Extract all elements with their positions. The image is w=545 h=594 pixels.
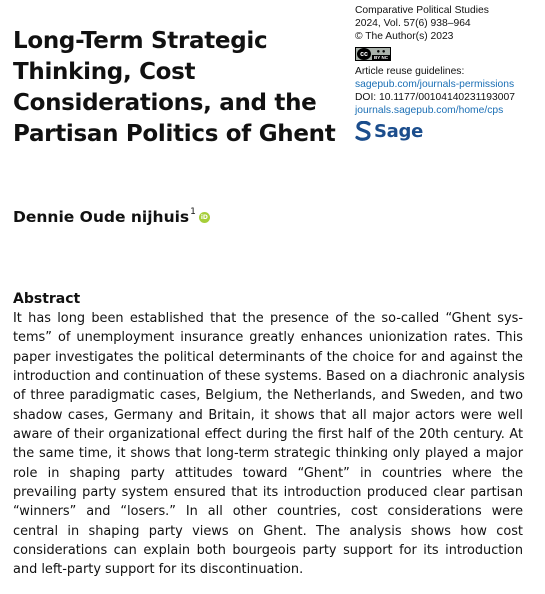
title-line: Partisan Politics of Ghent [13, 121, 336, 147]
sage-s-icon [355, 121, 372, 141]
abstract-line: introduction and continuation of these systems. Based on a diachronic analysis [13, 369, 525, 385]
abstract-line: It has long been established that the presence of the so-called “Ghent sys- [13, 311, 523, 326]
abstract-line: tems” of unemployment insurance greatly enhances unionization rates. This [13, 330, 523, 346]
abstract-line: considerations can explain both bourgeois party support for its introduction [13, 543, 523, 559]
abstract-line: aware of their organizational effect during the first half of the 20th century. At [13, 427, 523, 443]
publisher-name: Sage [374, 120, 424, 142]
copyright-line: © The Author(s) 2023 [355, 31, 454, 42]
abstract-line: paper investigates the political determinants of the choice for and against the [13, 349, 523, 365]
abstract-line: of three paradigmatic cases, Belgium, the Netherlands, and Sweden, and two [13, 388, 523, 404]
author-line [13, 208, 210, 226]
journal-meta [355, 4, 541, 141]
permissions-link[interactable]: sagepub.com/journals-permissions [355, 79, 515, 90]
abstract-line: and left-party support for its discontinuation. [13, 562, 304, 578]
doi-line[interactable]: DOI: 10.1177/00104140231193007 [355, 92, 515, 103]
article-title [13, 26, 348, 150]
abstract-line: shadow cases, Germany and Britain, it shows that all major actors were well [13, 407, 523, 423]
author-name: Dennie Oude nijhuis [13, 208, 190, 226]
journal-home-link[interactable]: journals.sagepub.com/home/cps [355, 105, 504, 116]
abstract-line: prevailing party system ensured that its introduction produced clear partisan [13, 485, 523, 501]
cc-terms-icons [372, 48, 390, 60]
journal-name: Comparative Political Studies [355, 5, 489, 16]
cc-icon: cc [357, 48, 371, 60]
affiliation-mark: 1 [190, 207, 196, 217]
title-line: Thinking, Cost [13, 59, 196, 85]
cc-license-badge[interactable] [355, 47, 391, 61]
abstract-line: “winners” and “losers.” In all other countries, cost considerations were [13, 504, 523, 520]
sage-logo[interactable] [355, 121, 541, 141]
orcid-icon[interactable]: iD [200, 214, 208, 221]
title-line: Considerations, and the [13, 90, 317, 116]
by-nc-symbols-icon: ● ● [376, 48, 386, 55]
journal-volume: 2024, Vol. 57(6) 938–964 [355, 18, 471, 29]
abstract-line: role in shaping party attitudes toward “Ghent” in countries where the [13, 465, 523, 481]
title-line: Long-Term Strategic [13, 28, 268, 54]
abstract-line: the same time, it shows that long-term strategic thinking only played a major [13, 446, 523, 462]
abstract-line: central in shaping party views on Ghent. The analysis shows how cost [13, 523, 523, 539]
reuse-label: Article reuse guidelines: [355, 66, 465, 77]
abstract-heading: Abstract [13, 291, 81, 307]
cc-terms: BY NC [372, 55, 390, 60]
abstract-body [13, 309, 523, 580]
